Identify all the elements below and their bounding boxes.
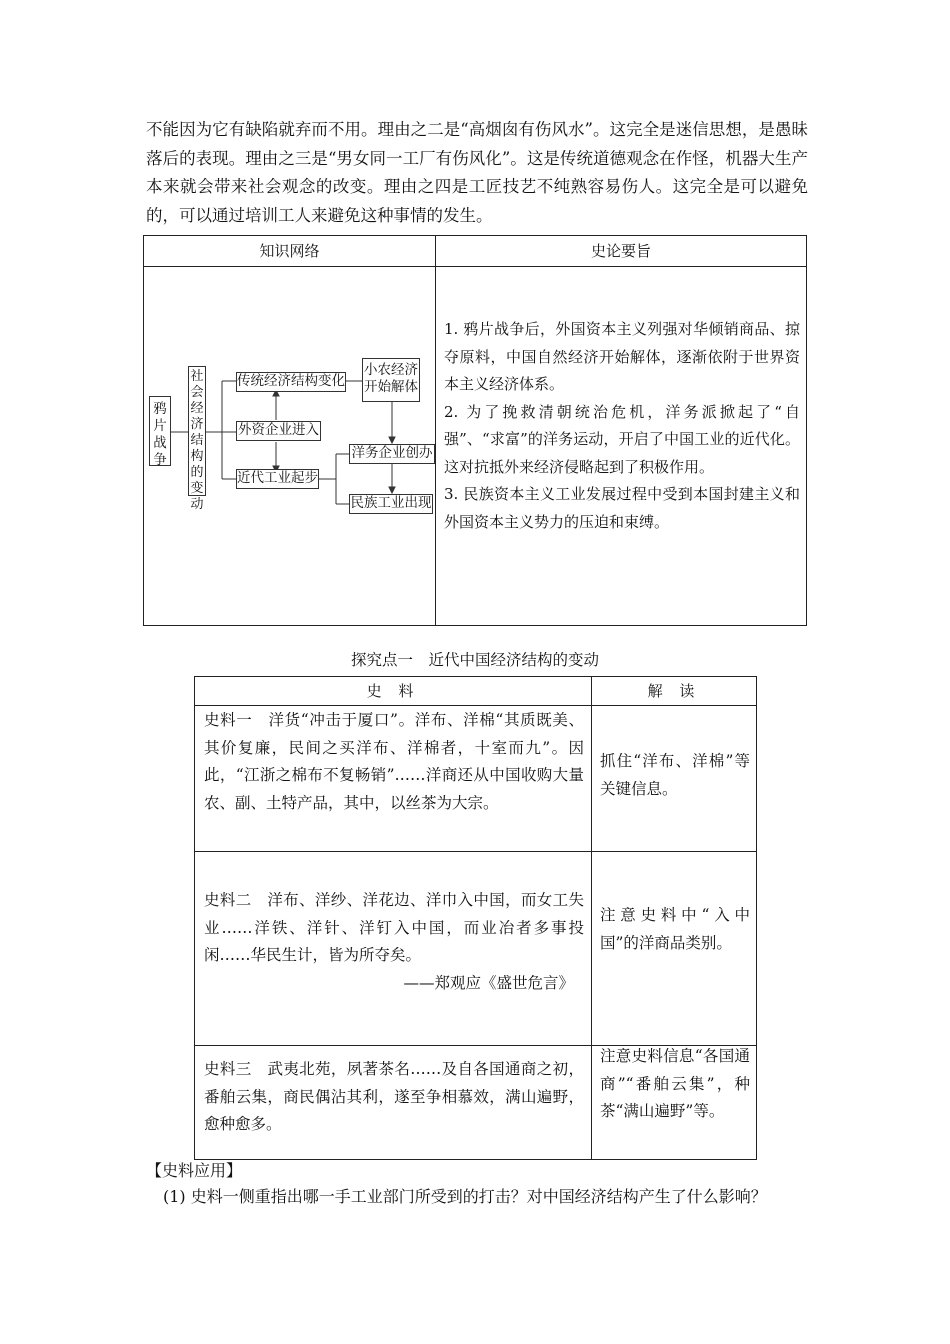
- reading-text: 注意史料信息“各国通商”“番舶云集”，种茶“满山遍野”等。: [600, 1047, 750, 1120]
- source-cell: [204, 887, 584, 997]
- diagram-node-opium-war: [149, 396, 171, 466]
- table-divider: [195, 851, 756, 852]
- diagram-node-small-farm-line1: 小农经济: [364, 362, 418, 378]
- reading-cell: [600, 1043, 750, 1126]
- diagram-node-national-industry: 民族工业出现: [349, 494, 433, 514]
- reading-text: 抓住“洋布、洋棉”等关键信息。: [600, 752, 750, 798]
- reading-cell: [600, 902, 750, 957]
- reading-cell: [600, 748, 750, 803]
- historical-point: 1. 鸦片战争后，外国资本主义列强对华倾销商品、掠夺原料，中国自然经济开始解体，逐渐依附于世界资本主义经济体系。: [444, 320, 800, 393]
- question-1: (1) 史料一侧重指出哪一手工业部门所受到的打击？对中国经济结构产生了什么影响？: [163, 1187, 767, 1206]
- source-cell: [204, 1056, 584, 1139]
- application-heading: 【史料应用】: [146, 1161, 243, 1180]
- intro-paragraph: 不能因为它有缺陷就弃而不用。理由之二是“高烟囱有伤风水”。这完全是迷信思想，是愚昧落后的表现。理由之三是“男女同一工厂有伤风化”。这是传统道德观念在作怪，机器大生产本来就会带来社会观念的改变。理由之四是工匠技艺不纯熟容易伤人。这完全是可以避免的，可以通过培训工人来避免这种事情的发生。: [146, 120, 808, 225]
- header-reading: 解 读: [647, 682, 701, 700]
- header-source: 史 料: [366, 682, 420, 700]
- historical-point: 3. 民族资本主义工业发展过程中受到本国封建主义和外国资本主义势力的压迫和束缚。: [444, 485, 800, 531]
- header-knowledge-network: 知识网络: [144, 236, 435, 267]
- historical-points: [444, 316, 800, 536]
- diagram-node-theme-label: 社会经济结构的变动: [190, 369, 204, 512]
- source-attribution: ——郑观应《盛世危言》: [403, 973, 574, 992]
- table-divider: [195, 705, 756, 706]
- source-cell: [204, 707, 584, 817]
- source-text: 史料三 武夷北苑，夙著茶名……及自各国通商之初，番舶云集，商民偶沾其利，遂至争相慕效，满山遍野，愈种愈多。: [204, 1060, 584, 1133]
- diagram-node-traditional-structure: 传统经济结构变化: [236, 372, 346, 392]
- historical-point: 2. 为了挽救清朝统治危机，洋务派掀起了“自强”、“求富”的洋务运动，开启了中国工业的近代化。这对抗抵外来经济侵略起到了积极作用。: [444, 402, 800, 476]
- diagram-node-modern-industry: 近代工业起步: [236, 469, 319, 489]
- diagram-node-theme: [188, 366, 206, 512]
- diagram-node-westernization: 洋务企业创办: [349, 444, 435, 464]
- diagram-node-foreign-enterprises: 外资企业进入: [236, 421, 321, 441]
- section-title: 探究点一 近代中国经济结构的变动: [350, 651, 599, 669]
- source-text: 史料二 洋布、洋纱、洋花边、洋巾入中国，而女工失业……洋铁、洋针、洋钉入中国，而业冶者多事投闲……华民生计，皆为所夺矣。: [204, 891, 584, 964]
- diagram-node-small-farm: [362, 358, 420, 402]
- summary-table: [143, 235, 807, 626]
- reading-text: 注意史料中“入中国”的洋商品类别。: [600, 906, 750, 952]
- sources-table: [194, 676, 757, 1160]
- table-divider: [591, 677, 592, 1159]
- table-divider: [435, 236, 436, 625]
- diagram-node-small-farm-line2: 开始解体: [364, 379, 418, 395]
- source-text: 史料一 洋货“冲击于厦口”。洋布、洋棉“其质既美、其价复廉，民间之买洋布、洋棉者，十室而九”。因此，“江浙之棉布不复畅销”……洋商还从中国收购大量农、副、土特产品，其中，以丝茶为大宗。: [204, 711, 584, 812]
- header-historical-argument: 史论要旨: [590, 242, 651, 260]
- diagram-node-opium-war-label: 鸦片战争: [153, 401, 167, 468]
